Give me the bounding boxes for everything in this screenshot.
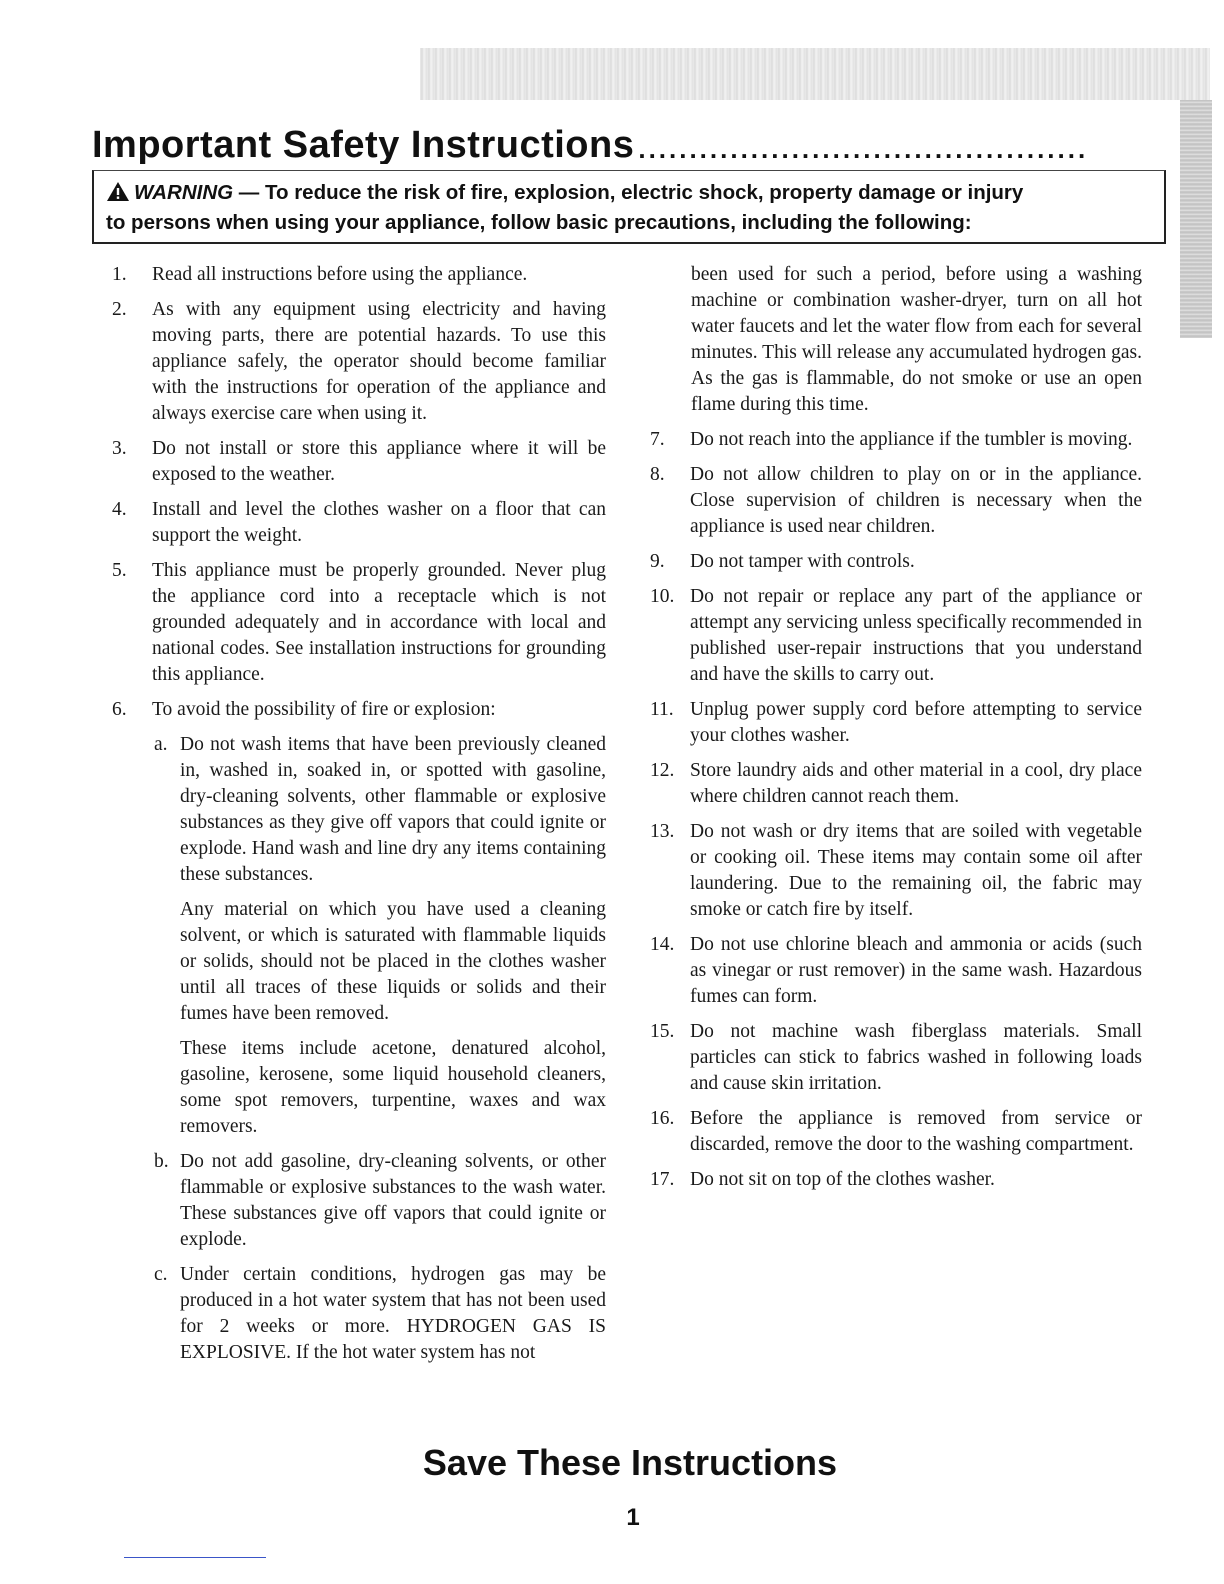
page-title: Important Safety Instructions [92,124,635,164]
item-text: Before the appliance is removed from service or discarded, remove the door to the washing compartment. [690,1108,1142,1155]
item-text: Store laundry aids and other material in a cool, dry place where children cannot reach them. [690,760,1142,807]
list-item [650,697,1142,749]
sub-item-letter: c. [154,1264,168,1285]
list-item [112,262,606,288]
warning-text-line-2: to persons when using your appliance, follow basic precautions, including the following: [106,211,972,234]
item-number: 12. [650,760,675,781]
item-number: 5. [112,560,127,581]
sub-item-c [154,1262,606,1366]
list-item [112,558,606,688]
item-number: 4. [112,499,127,520]
item-text: Do not install or store this appliance where it will be exposed to the weather. [152,438,606,485]
item-number: 13. [650,821,675,842]
list-item [112,497,606,549]
sub-item-text: Under certain conditions, hydrogen gas may be produced in a hot water system that has not been used for 2 weeks or more. HYDROGEN GAS IS EXPLOSIVE. If the hot water system has not [180,1264,606,1363]
sub-item-text: Do not add gasoline, dry-cleaning solvents, or other flammable or explosive substances to the wash water. These substances give off vapors that could ignite or explode. [180,1151,606,1250]
sub-item-paragraph: These items include acetone, denatured alcohol, gasoline, kerosene, some liquid household cleaners, some spot removers, turpentine, waxes and wax removers. [180,1038,606,1137]
item-number: 17. [650,1169,675,1190]
item-text: Do not reach into the appliance if the tumbler is moving. [690,429,1133,450]
item-number: 9. [650,551,665,572]
list-item [650,1167,1142,1193]
item-number: 8. [650,464,665,485]
item-number: 15. [650,1021,675,1042]
list-item [650,462,1142,540]
right-column [650,262,1142,1202]
warning-line-1 [106,179,1154,209]
warning-label: WARNING [134,181,234,204]
title-leader-dots: ............................................ [638,136,1089,164]
item-number: 7. [650,429,665,450]
item-number: 10. [650,586,675,607]
item-number: 3. [112,438,127,459]
warning-text-line-1: To reduce the risk of fire, explosion, electric shock, property damage or injury [264,181,1024,204]
item-text: Do not machine wash fiberglass materials. Small particles can stick to fabrics washed in following loads and cause skin irritation. [690,1021,1142,1094]
page-number: 1 [626,1504,640,1531]
bottom-rule [124,1557,266,1558]
item-text: Install and level the clothes washer on a floor that can support the weight. [152,499,606,546]
item-text: Do not allow children to play on or in the appliance. Close supervision of children is necessary when the appliance is used near children. [690,464,1142,537]
sub-item-letter: b. [154,1151,169,1172]
list-item [650,584,1142,688]
sub-item-letter: a. [154,734,168,755]
item-text: Read all instructions before using the appliance. [152,264,528,285]
item-text: Do not tamper with controls. [690,551,915,572]
item-number: 6. [112,699,127,720]
list-item [650,932,1142,1010]
list-item [650,1019,1142,1097]
left-column [112,262,606,1375]
sub-item-text: Do not wash items that have been previously cleaned in, washed in, soaked in, or spotted with gasoline, dry-cleaning solvents, other flammable or explosive substances as they give off vapors that could ignite or explode. Hand wash and line dry any items containing these substances. [180,734,606,885]
decorative-side-strip [1180,100,1212,338]
warning-triangle-icon [106,181,130,209]
list-item [650,549,1142,575]
item-text: Unplug power supply cord before attempting to service your clothes washer. [690,699,1142,746]
item-number: 1. [112,264,127,285]
decorative-scan-band [420,48,1210,100]
list-item [650,819,1142,923]
item-text: To avoid the possibility of fire or explosion: [152,699,496,720]
list-item [650,1106,1142,1158]
continued-paragraph: been used for such a period, before using a washing machine or combination washer-dryer, turn on all hot water faucets and let the water flow from each for several minutes. This will release any accumulated hydrogen gas. As the gas is flammable, do not smoke or use an open flame during this time. [691,264,1142,415]
sub-item-a [154,732,606,888]
item-text: Do not use chlorine bleach and ammonia or acids (such as vinegar or rust remover) in the same wash. Hazardous fumes can form. [690,934,1142,1007]
item-number: 14. [650,934,675,955]
item-text: As with any equipment using electricity and having moving parts, there are potential hazards. To use this appliance safely, the operator should become familiar with the instructions for operation of the appliance and always exercise care when using it. [152,299,606,424]
warning-dash: — [233,181,265,204]
item-text: Do not sit on top of the clothes washer. [690,1169,995,1190]
list-item [112,297,606,427]
sub-item-b [154,1149,606,1253]
list-item [650,427,1142,453]
item-number: 11. [650,699,674,720]
item-text: Do not repair or replace any part of the appliance or attempt any servicing unless specifically recommended in published user-repair instructions that you understand and have the skills to carry out. [690,586,1142,685]
item-text: Do not wash or dry items that are soiled with vegetable or cooking oil. These items may contain some oil after laundering. Due to the remaining oil, the fabric may smoke or catch fire by itself. [690,821,1142,920]
item-number: 16. [650,1108,675,1129]
sub-item-paragraph: Any material on which you have used a cleaning solvent, or which is saturated with flammable liquids or solids, should not be placed in the clothes washer until all traces of these liquids or solids and their fumes have been removed. [180,899,606,1024]
footer-title: Save These Instructions [422,1442,838,1483]
warning-box [92,170,1166,244]
list-item [112,436,606,488]
item-number: 2. [112,299,127,320]
list-item [650,758,1142,810]
list-item [112,697,606,723]
item-text: This appliance must be properly grounded. Never plug the appliance cord into a receptacle which is not grounded adequately and in accordance with local and national codes. See installation instructions for grounding this appliance. [152,560,606,685]
page-header [92,104,1150,164]
